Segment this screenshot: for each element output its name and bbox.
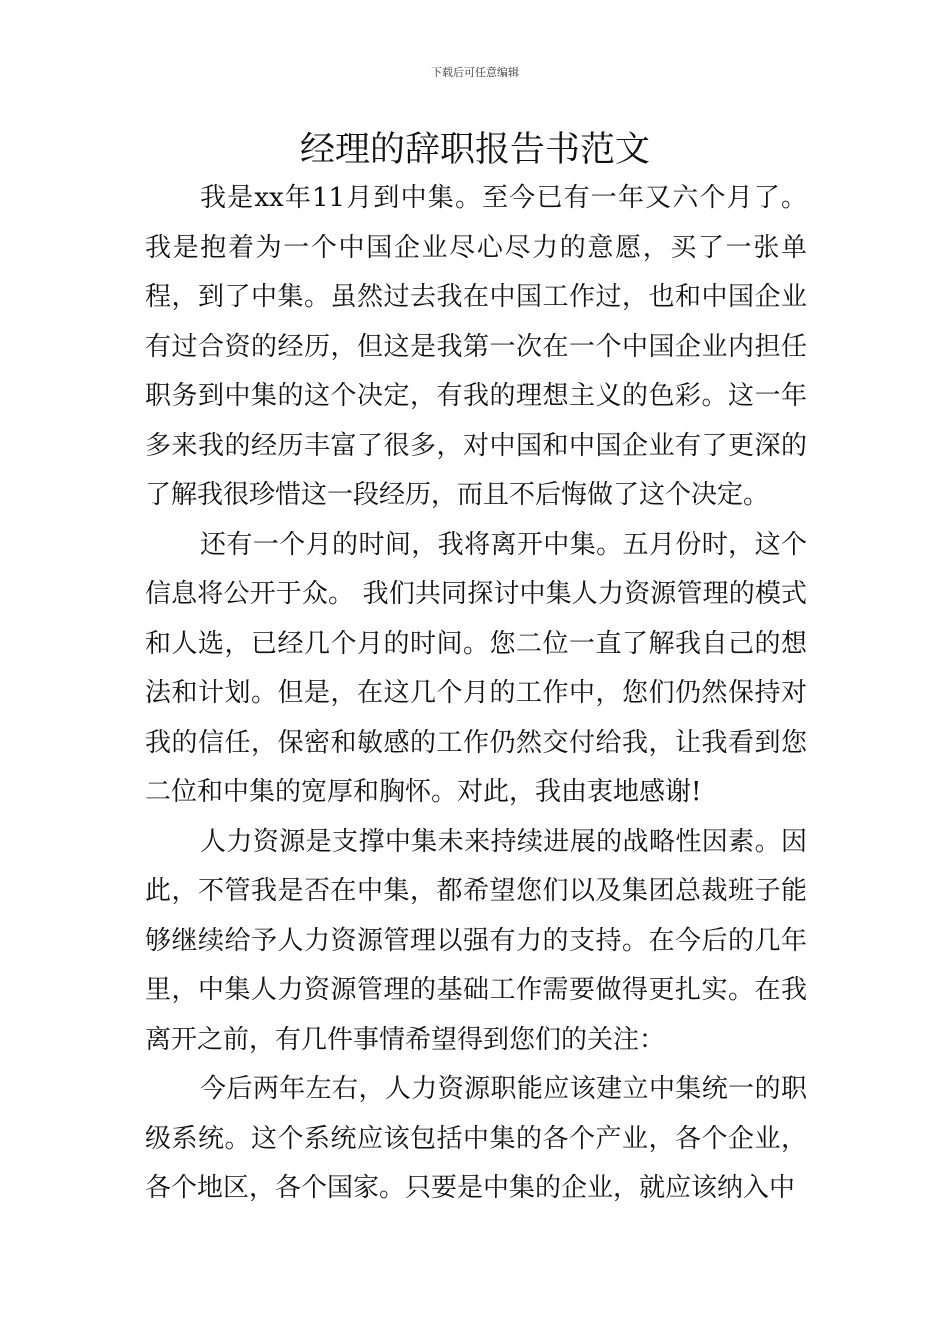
paragraph-4: 今后两年左右，人力资源职能应该建立中集统一的职级系统。这个系统应该包括中集的各个产业，各个企业，各个地区，各个国家。只要是中集的企业，就应该纳入中 — [145, 1074, 807, 1203]
paragraph-1: 我是xx年11月到中集。至今已有一年又六个月了。我是抱着为一个中国企业尽心尽力的意愿，买了一张单程，到了中集。虽然过去我在中国工作过，也和中国企业有过合资的经历，但这是我第一次在一个中国企业内担任职务到中集的这个决定，有我的理想主义的色彩。这一年多来我的经历丰富了很多，对中国和中国企业有了更深的了解我很珍惜这一段经历，而且不后悔做了这个决定。 — [145, 183, 807, 510]
paragraph-3: 人力资源是支撑中集未来持续进展的战略性因素。因此，不管我是否在中集，都希望您们以及集团总裁班子能够继续给予人力资源管理以强有力的支持。在今后的几年里，中集人力资源管理的基础工作需要做得更扎实。在我离开之前，有几件事情希望得到您们的关注： — [145, 826, 807, 1055]
header-note: 下载后可任意编辑 — [431, 66, 519, 79]
document-title: 经理的辞职报告书范文 — [299, 130, 650, 170]
document-body — [145, 174, 807, 1214]
paragraph-2: 还有一个月的时间，我将离开中集。五月份时，这个信息将公开于众。 我们共同探讨中集人力资源管理的模式和人选，已经几个月的时间。您二位一直了解我自己的想法和计划。但是，在这几个月的工作中，您们仍然保持对我的信任，保密和敏感的工作仍然交付给我，让我看到您二位和中集的宽厚和胸怀。对此，我由衷地感谢! — [145, 529, 807, 807]
